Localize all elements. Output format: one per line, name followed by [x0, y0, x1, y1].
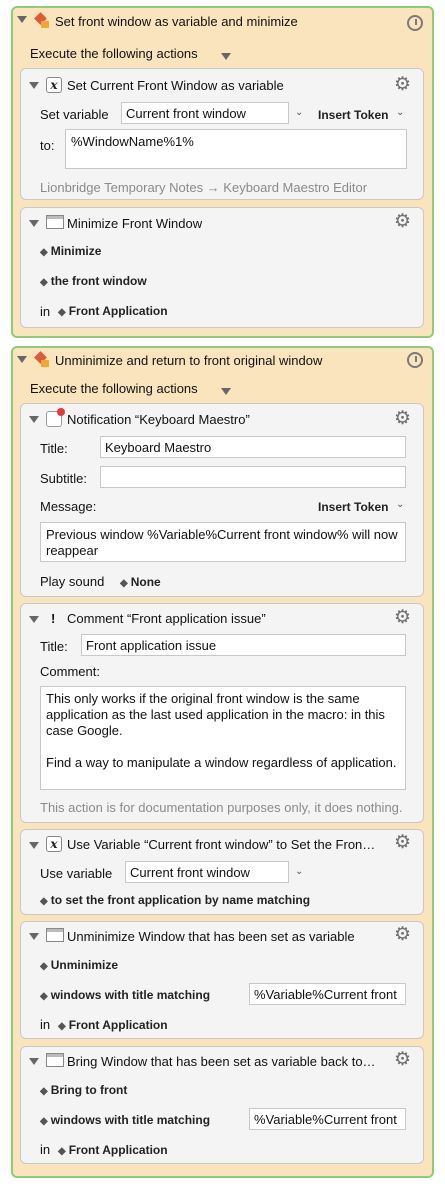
disclosure-triangle-icon[interactable]	[29, 842, 39, 849]
match-select-value: windows with title matching	[50, 1113, 211, 1127]
gear-icon[interactable]: ⚙	[394, 832, 412, 853]
notification-title-field[interactable]: Keyboard Maestro	[100, 436, 406, 458]
to-value-field[interactable]: %WindowName%1%	[65, 129, 407, 169]
action-title: Set Current Front Window as variable	[67, 78, 284, 93]
macro-group-icon	[33, 351, 51, 369]
action-title: Use Variable “Current front window” to Set the Fron…	[67, 837, 376, 852]
path-note: Lionbridge Temporary Notes → Keyboard Maestro Editor	[40, 180, 368, 195]
updown-icon: ◆	[40, 991, 48, 1002]
variable-x-icon: x	[46, 836, 62, 852]
action-title: Minimize Front Window	[67, 216, 203, 231]
group-title: Unminimize and return to front original window	[55, 353, 323, 368]
title-match-field[interactable]: %Variable%Current front	[249, 983, 406, 1005]
play-sound-value: None	[130, 575, 161, 589]
title-label: Title:	[40, 441, 68, 456]
updown-icon: ◆	[58, 307, 66, 318]
action-minimize-front-window[interactable]	[20, 207, 424, 328]
action-comment[interactable]	[20, 603, 424, 823]
action-select[interactable]	[40, 958, 118, 972]
title-label: Title:	[40, 639, 68, 654]
application-select-value: Front Application	[68, 1143, 168, 1157]
application-select-value: Front Application	[68, 1018, 168, 1032]
updown-icon: ◆	[40, 896, 48, 907]
action-select-value: Minimize	[50, 244, 102, 258]
application-select[interactable]	[58, 304, 168, 318]
disclosure-triangle-icon[interactable]	[29, 616, 39, 623]
action-use-variable[interactable]	[20, 829, 424, 915]
macro-group-icon	[33, 12, 51, 30]
action-title: Comment “Front application issue”	[67, 611, 266, 626]
action-bring-window-to-front[interactable]	[20, 1046, 424, 1164]
subtitle-label: Subtitle:	[40, 471, 87, 486]
play-sound-select[interactable]	[120, 575, 161, 589]
disclosure-triangle-icon[interactable]	[17, 356, 27, 363]
gear-icon[interactable]: ⚙	[394, 607, 412, 628]
application-select-value: Front Application	[68, 304, 168, 318]
gear-icon[interactable]: ⚙	[394, 1049, 412, 1070]
mode-select[interactable]	[40, 893, 310, 907]
match-select-value: windows with title matching	[50, 988, 211, 1002]
updown-icon: ◆	[40, 1116, 48, 1127]
action-title: Bring Window that has been set as variable back to…	[67, 1054, 376, 1069]
chevron-down-icon[interactable]: ⌄	[295, 866, 304, 877]
gear-icon[interactable]: ⚙	[394, 211, 412, 232]
comment-title-field[interactable]: Front application issue	[81, 634, 406, 656]
gear-icon[interactable]: ⚙	[394, 74, 412, 95]
application-select[interactable]	[58, 1143, 168, 1157]
match-select[interactable]	[40, 1113, 210, 1127]
window-icon	[46, 215, 64, 229]
clock-icon[interactable]	[407, 15, 423, 31]
group-title: Set front window as variable and minimize	[55, 14, 298, 29]
target-select-value: the front window	[50, 274, 147, 288]
chevron-down-icon[interactable]: ⌄	[396, 107, 405, 118]
chevron-down-icon[interactable]: ⌄	[396, 499, 405, 510]
action-select[interactable]	[40, 1083, 127, 1097]
execute-actions-label[interactable]: Execute the following actions	[30, 381, 198, 396]
variable-name-field[interactable]: Current front window	[121, 102, 289, 124]
in-label: in	[40, 1017, 51, 1032]
action-title: Unminimize Window that has been set as variable	[67, 929, 355, 944]
variable-x-icon: x	[46, 77, 62, 93]
action-select[interactable]	[40, 244, 101, 258]
set-variable-label: Set variable	[40, 107, 109, 122]
message-label: Message:	[40, 499, 97, 514]
message-field[interactable]: Previous window %Variable%Current front window% will now reappear	[40, 522, 406, 562]
title-match-field[interactable]: %Variable%Current front	[249, 1108, 406, 1130]
updown-icon: ◆	[40, 247, 48, 258]
play-sound-label: Play sound	[40, 574, 105, 589]
in-label: in	[40, 304, 51, 319]
use-variable-label: Use variable	[40, 866, 113, 881]
action-notification[interactable]	[20, 403, 424, 597]
to-label: to:	[40, 138, 55, 153]
comment-label: Comment:	[40, 664, 100, 679]
updown-icon: ◆	[120, 578, 128, 589]
clock-icon[interactable]	[407, 352, 423, 368]
updown-icon: ◆	[58, 1146, 66, 1157]
disclosure-triangle-icon[interactable]	[29, 220, 39, 227]
insert-token-button[interactable]: Insert Token	[318, 500, 389, 514]
updown-icon: ◆	[40, 961, 48, 972]
execute-actions-label[interactable]: Execute the following actions	[30, 46, 198, 61]
insert-token-button[interactable]: Insert Token	[318, 108, 389, 122]
mode-select-value: to set the front application by name matching	[50, 893, 311, 907]
updown-icon: ◆	[58, 1021, 66, 1032]
match-select[interactable]	[40, 988, 210, 1002]
chevron-down-icon[interactable]	[221, 53, 231, 60]
action-set-variable[interactable]	[20, 68, 424, 200]
chevron-down-icon[interactable]	[221, 388, 231, 395]
gear-icon[interactable]: ⚙	[394, 924, 412, 945]
action-select-value: Unminimize	[50, 958, 119, 972]
application-select[interactable]	[58, 1018, 168, 1032]
action-select-value: Bring to front	[50, 1083, 128, 1097]
disclosure-triangle-icon[interactable]	[29, 82, 39, 89]
disclosure-triangle-icon[interactable]	[29, 933, 39, 940]
target-select[interactable]	[40, 274, 147, 288]
window-icon	[46, 928, 64, 942]
chevron-down-icon[interactable]: ⌄	[295, 107, 304, 118]
disclosure-triangle-icon[interactable]	[29, 1058, 39, 1065]
documentation-note: This action is for documentation purposes only, it does nothing.	[40, 800, 403, 815]
action-title: Notification “Keyboard Maestro”	[67, 412, 250, 427]
variable-name-field[interactable]: Current front window	[125, 861, 289, 883]
in-label: in	[40, 1142, 51, 1157]
disclosure-triangle-icon[interactable]	[17, 16, 27, 23]
gear-icon[interactable]: ⚙	[394, 408, 412, 429]
updown-icon: ◆	[40, 277, 48, 288]
disclosure-triangle-icon[interactable]	[29, 416, 39, 423]
notification-icon	[46, 411, 62, 427]
exclamation-icon: !	[51, 611, 56, 626]
action-unminimize-window[interactable]	[20, 921, 424, 1039]
comment-field[interactable]: This only works if the original front window is the same application as the last used application in the macro: in this case Google. Find a way to manipulate a window regardless of application.	[40, 686, 406, 790]
notification-subtitle-field[interactable]	[100, 466, 406, 488]
updown-icon: ◆	[40, 1086, 48, 1097]
window-icon	[46, 1053, 64, 1067]
